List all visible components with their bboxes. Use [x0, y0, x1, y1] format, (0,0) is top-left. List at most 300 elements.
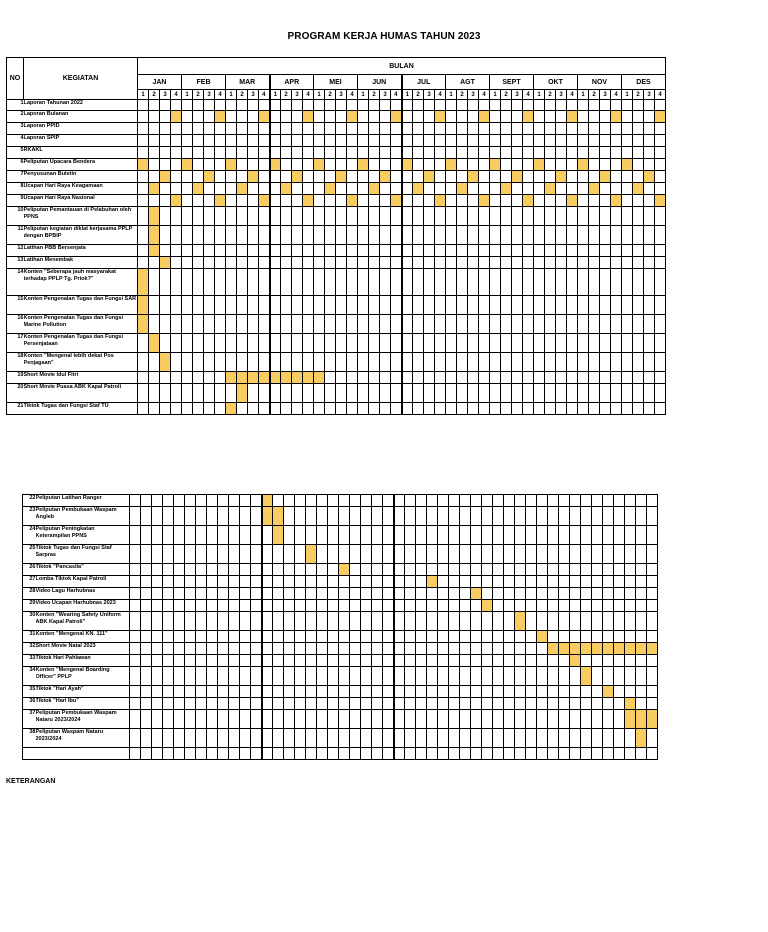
- week-cell: [284, 698, 295, 710]
- week-cell: [229, 643, 240, 655]
- month-header-mei: MEI: [314, 75, 358, 90]
- week-cell: [207, 507, 218, 526]
- week-cell: [493, 545, 504, 564]
- week-cell: [559, 507, 570, 526]
- week-cell: [622, 171, 633, 183]
- week-cell: [589, 269, 600, 296]
- activity-row: [23, 507, 658, 526]
- week-cell: [647, 686, 658, 698]
- week-cell: [655, 353, 666, 372]
- week-cell: [391, 100, 402, 111]
- week-cell: [138, 372, 149, 384]
- scheduled-week-cell: [625, 698, 636, 710]
- week-cell: [295, 729, 306, 748]
- week-cell: [647, 612, 658, 631]
- week-cell: [545, 207, 556, 226]
- week-cell: [160, 111, 171, 123]
- week-cell: [336, 315, 347, 334]
- scheduled-week-cell: [262, 507, 273, 526]
- activity-number: 31: [23, 631, 36, 643]
- week-cell: [512, 384, 523, 403]
- week-cell: [402, 269, 413, 296]
- week-cell: [534, 353, 545, 372]
- week-cell: [515, 507, 526, 526]
- week-cell: [424, 372, 435, 384]
- week-cell: [339, 576, 350, 588]
- week-header: 4: [391, 90, 402, 100]
- week-cell: [424, 403, 435, 415]
- week-cell: [625, 748, 636, 760]
- week-cell: [457, 135, 468, 147]
- week-cell: [350, 698, 361, 710]
- week-cell: [644, 226, 655, 245]
- week-cell: [292, 384, 303, 403]
- week-cell: [614, 612, 625, 631]
- week-cell: [424, 315, 435, 334]
- week-cell: [383, 667, 394, 686]
- activity-row: [23, 545, 658, 564]
- week-cell: [339, 686, 350, 698]
- activity-number: 29: [23, 600, 36, 612]
- scheduled-week-cell: [303, 372, 314, 384]
- week-cell: [438, 643, 449, 655]
- week-cell: [215, 403, 226, 415]
- week-cell: [339, 612, 350, 631]
- week-cell: [149, 195, 160, 207]
- activity-number: 11: [7, 226, 24, 245]
- week-cell: [306, 643, 317, 655]
- week-cell: [193, 269, 204, 296]
- scheduled-week-cell: [391, 111, 402, 123]
- week-cell: [270, 245, 281, 257]
- week-cell: [248, 226, 259, 245]
- week-cell: [292, 195, 303, 207]
- week-cell: [325, 257, 336, 269]
- activity-row: [23, 686, 658, 698]
- scheduled-week-cell: [149, 245, 160, 257]
- document-title: PROGRAM KERJA HUMAS TAHUN 2023: [287, 31, 481, 42]
- week-cell: [325, 195, 336, 207]
- week-cell: [413, 334, 424, 353]
- week-cell: [160, 195, 171, 207]
- week-cell: [141, 655, 152, 667]
- week-cell: [182, 111, 193, 123]
- week-cell: [237, 269, 248, 296]
- week-cell: [559, 600, 570, 612]
- week-cell: [413, 123, 424, 135]
- week-cell: [526, 686, 537, 698]
- week-cell: [512, 135, 523, 147]
- week-cell: [226, 226, 237, 245]
- week-cell: [218, 495, 229, 507]
- week-cell: [218, 643, 229, 655]
- week-cell: [457, 123, 468, 135]
- week-cell: [391, 315, 402, 334]
- week-cell: [402, 147, 413, 159]
- week-cell: [240, 643, 251, 655]
- week-cell: [369, 159, 380, 171]
- week-cell: [655, 403, 666, 415]
- week-cell: [196, 600, 207, 612]
- week-cell: [636, 564, 647, 576]
- week-cell: [578, 315, 589, 334]
- week-cell: [611, 269, 622, 296]
- week-cell: [215, 257, 226, 269]
- week-cell: [468, 183, 479, 195]
- week-cell: [490, 257, 501, 269]
- week-cell: [460, 643, 471, 655]
- week-cell: [314, 123, 325, 135]
- week-cell: [229, 526, 240, 545]
- week-cell: [523, 226, 534, 245]
- week-cell: [625, 507, 636, 526]
- activity-row: [7, 245, 666, 257]
- week-cell: [581, 729, 592, 748]
- week-cell: [328, 495, 339, 507]
- week-cell: [229, 612, 240, 631]
- week-cell: [534, 296, 545, 315]
- week-cell: [644, 403, 655, 415]
- week-cell: [284, 643, 295, 655]
- week-cell: [545, 334, 556, 353]
- week-cell: [339, 526, 350, 545]
- week-cell: [350, 631, 361, 643]
- week-cell: [600, 257, 611, 269]
- week-cell: [174, 600, 185, 612]
- week-cell: [163, 655, 174, 667]
- week-cell: [314, 315, 325, 334]
- week-cell: [394, 655, 405, 667]
- week-cell: [259, 296, 270, 315]
- week-cell: [306, 495, 317, 507]
- week-cell: [636, 748, 647, 760]
- week-cell: [523, 207, 534, 226]
- week-cell: [512, 111, 523, 123]
- week-cell: [251, 526, 262, 545]
- week-cell: [471, 495, 482, 507]
- week-cell: [636, 507, 647, 526]
- week-cell: [262, 667, 273, 686]
- week-cell: [229, 655, 240, 667]
- week-cell: [358, 384, 369, 403]
- week-cell: [160, 226, 171, 245]
- week-cell: [251, 545, 262, 564]
- week-cell: [482, 686, 493, 698]
- week-cell: [457, 315, 468, 334]
- week-cell: [361, 655, 372, 667]
- week-cell: [226, 100, 237, 111]
- week-cell: [262, 710, 273, 729]
- week-cell: [240, 576, 251, 588]
- week-cell: [218, 507, 229, 526]
- week-cell: [240, 600, 251, 612]
- week-cell: [413, 226, 424, 245]
- week-cell: [501, 207, 512, 226]
- scheduled-week-cell: [160, 257, 171, 269]
- week-cell: [218, 667, 229, 686]
- week-header: 3: [292, 90, 303, 100]
- week-cell: [160, 315, 171, 334]
- week-cell: [372, 748, 383, 760]
- scheduled-week-cell: [633, 183, 644, 195]
- week-cell: [248, 207, 259, 226]
- week-cell: [413, 372, 424, 384]
- scheduled-week-cell: [537, 631, 548, 643]
- week-cell: [372, 545, 383, 564]
- week-cell: [314, 195, 325, 207]
- week-header: 4: [171, 90, 182, 100]
- week-cell: [229, 729, 240, 748]
- week-cell: [537, 576, 548, 588]
- week-cell: [193, 296, 204, 315]
- activity-number: 5: [7, 147, 24, 159]
- week-cell: [130, 729, 141, 748]
- week-cell: [130, 612, 141, 631]
- week-cell: [490, 135, 501, 147]
- week-cell: [383, 631, 394, 643]
- week-cell: [295, 600, 306, 612]
- week-cell: [625, 495, 636, 507]
- activity-name: Konten Pengenalan Tugas dan Fungsi SAR: [24, 296, 138, 315]
- activity-number: [23, 748, 36, 760]
- week-cell: [160, 269, 171, 296]
- week-cell: [383, 588, 394, 600]
- week-cell: [581, 564, 592, 576]
- week-cell: [578, 353, 589, 372]
- week-cell: [413, 384, 424, 403]
- week-cell: [251, 612, 262, 631]
- week-header: 1: [270, 90, 281, 100]
- week-cell: [446, 207, 457, 226]
- week-cell: [292, 334, 303, 353]
- week-cell: [391, 171, 402, 183]
- scheduled-week-cell: [625, 710, 636, 729]
- week-cell: [273, 698, 284, 710]
- week-cell: [350, 729, 361, 748]
- week-cell: [204, 257, 215, 269]
- week-cell: [295, 588, 306, 600]
- scheduled-week-cell: [138, 269, 149, 296]
- week-cell: [457, 353, 468, 372]
- week-cell: [306, 564, 317, 576]
- week-cell: [372, 631, 383, 643]
- week-cell: [325, 296, 336, 315]
- week-cell: [226, 183, 237, 195]
- week-cell: [449, 564, 460, 576]
- week-cell: [237, 159, 248, 171]
- activity-name: Ucapan Hari Raya Nasional: [24, 195, 138, 207]
- week-cell: [196, 564, 207, 576]
- week-cell: [229, 686, 240, 698]
- week-cell: [581, 710, 592, 729]
- week-cell: [490, 100, 501, 111]
- week-cell: [468, 296, 479, 315]
- week-cell: [328, 545, 339, 564]
- week-cell: [424, 111, 435, 123]
- week-cell: [218, 686, 229, 698]
- week-cell: [347, 171, 358, 183]
- week-cell: [218, 526, 229, 545]
- week-cell: [490, 111, 501, 123]
- week-cell: [149, 159, 160, 171]
- week-cell: [240, 631, 251, 643]
- week-cell: [636, 631, 647, 643]
- week-cell: [141, 526, 152, 545]
- week-cell: [325, 315, 336, 334]
- week-cell: [534, 384, 545, 403]
- week-cell: [361, 576, 372, 588]
- week-cell: [611, 403, 622, 415]
- week-cell: [270, 384, 281, 403]
- week-cell: [281, 296, 292, 315]
- week-cell: [523, 269, 534, 296]
- week-cell: [229, 631, 240, 643]
- week-cell: [526, 564, 537, 576]
- week-cell: [460, 526, 471, 545]
- week-cell: [130, 526, 141, 545]
- week-cell: [416, 655, 427, 667]
- week-cell: [471, 600, 482, 612]
- week-cell: [207, 526, 218, 545]
- week-cell: [182, 296, 193, 315]
- week-cell: [457, 147, 468, 159]
- week-cell: [556, 207, 567, 226]
- week-cell: [292, 353, 303, 372]
- week-cell: [515, 564, 526, 576]
- week-cell: [259, 207, 270, 226]
- week-cell: [262, 655, 273, 667]
- week-cell: [207, 612, 218, 631]
- activity-name: [36, 748, 130, 760]
- week-cell: [548, 698, 559, 710]
- week-cell: [270, 171, 281, 183]
- week-cell: [435, 183, 446, 195]
- week-cell: [207, 729, 218, 748]
- week-cell: [226, 296, 237, 315]
- week-cell: [292, 296, 303, 315]
- activity-row: [23, 588, 658, 600]
- week-cell: [141, 643, 152, 655]
- week-cell: [402, 372, 413, 384]
- activity-number: 1: [7, 100, 24, 111]
- scheduled-week-cell: [259, 111, 270, 123]
- week-cell: [493, 643, 504, 655]
- week-cell: [215, 245, 226, 257]
- week-cell: [350, 710, 361, 729]
- week-cell: [504, 545, 515, 564]
- week-cell: [427, 643, 438, 655]
- week-cell: [237, 147, 248, 159]
- week-cell: [281, 315, 292, 334]
- week-cell: [163, 612, 174, 631]
- week-cell: [317, 588, 328, 600]
- week-cell: [380, 135, 391, 147]
- activity-number: 14: [7, 269, 24, 296]
- week-cell: [152, 729, 163, 748]
- week-cell: [138, 226, 149, 245]
- week-cell: [193, 135, 204, 147]
- week-cell: [446, 372, 457, 384]
- week-cell: [350, 600, 361, 612]
- week-cell: [413, 269, 424, 296]
- week-cell: [592, 729, 603, 748]
- week-cell: [240, 748, 251, 760]
- week-cell: [435, 372, 446, 384]
- schedule-table-bottom: [22, 494, 658, 760]
- scheduled-week-cell: [237, 183, 248, 195]
- week-cell: [160, 159, 171, 171]
- week-cell: [380, 334, 391, 353]
- week-cell: [402, 123, 413, 135]
- week-cell: [314, 384, 325, 403]
- week-cell: [435, 159, 446, 171]
- week-cell: [460, 576, 471, 588]
- week-cell: [537, 545, 548, 564]
- week-cell: [589, 159, 600, 171]
- week-cell: [138, 123, 149, 135]
- week-cell: [545, 159, 556, 171]
- week-cell: [259, 257, 270, 269]
- week-cell: [482, 545, 493, 564]
- week-cell: [578, 384, 589, 403]
- week-cell: [633, 111, 644, 123]
- activity-row: [7, 171, 666, 183]
- week-cell: [622, 269, 633, 296]
- month-header-agt: AGT: [446, 75, 490, 90]
- week-cell: [438, 495, 449, 507]
- week-cell: [559, 631, 570, 643]
- week-cell: [603, 495, 614, 507]
- week-cell: [545, 147, 556, 159]
- week-cell: [196, 667, 207, 686]
- week-cell: [171, 296, 182, 315]
- activity-row: [7, 353, 666, 372]
- activity-name: Tiktok Tugas dan Fungsi Staf Sarpras: [36, 545, 130, 564]
- week-cell: [589, 384, 600, 403]
- activity-name: Konten "Wearing Safety Uniform ABK Kapal Patroli": [36, 612, 130, 631]
- week-cell: [171, 334, 182, 353]
- week-header: 2: [325, 90, 336, 100]
- week-cell: [193, 315, 204, 334]
- activity-number: 27: [23, 576, 36, 588]
- week-cell: [460, 686, 471, 698]
- week-cell: [468, 123, 479, 135]
- week-cell: [523, 100, 534, 111]
- week-cell: [592, 686, 603, 698]
- week-cell: [152, 545, 163, 564]
- activity-name: Video Lagu Harhubnas: [36, 588, 130, 600]
- activity-name: Short Movie Natal 2023: [36, 643, 130, 655]
- week-cell: [281, 334, 292, 353]
- activity-name: Peliputan kegiatan diklat kerjasama PPLP dengan BPBIP: [24, 226, 138, 245]
- scheduled-week-cell: [160, 171, 171, 183]
- week-cell: [207, 631, 218, 643]
- week-cell: [138, 135, 149, 147]
- week-cell: [394, 588, 405, 600]
- week-cell: [556, 245, 567, 257]
- week-cell: [567, 171, 578, 183]
- week-cell: [424, 100, 435, 111]
- week-cell: [493, 507, 504, 526]
- week-cell: [317, 655, 328, 667]
- week-cell: [512, 226, 523, 245]
- week-cell: [391, 245, 402, 257]
- week-cell: [336, 195, 347, 207]
- week-cell: [215, 100, 226, 111]
- week-cell: [347, 353, 358, 372]
- scheduled-week-cell: [273, 526, 284, 545]
- week-cell: [545, 296, 556, 315]
